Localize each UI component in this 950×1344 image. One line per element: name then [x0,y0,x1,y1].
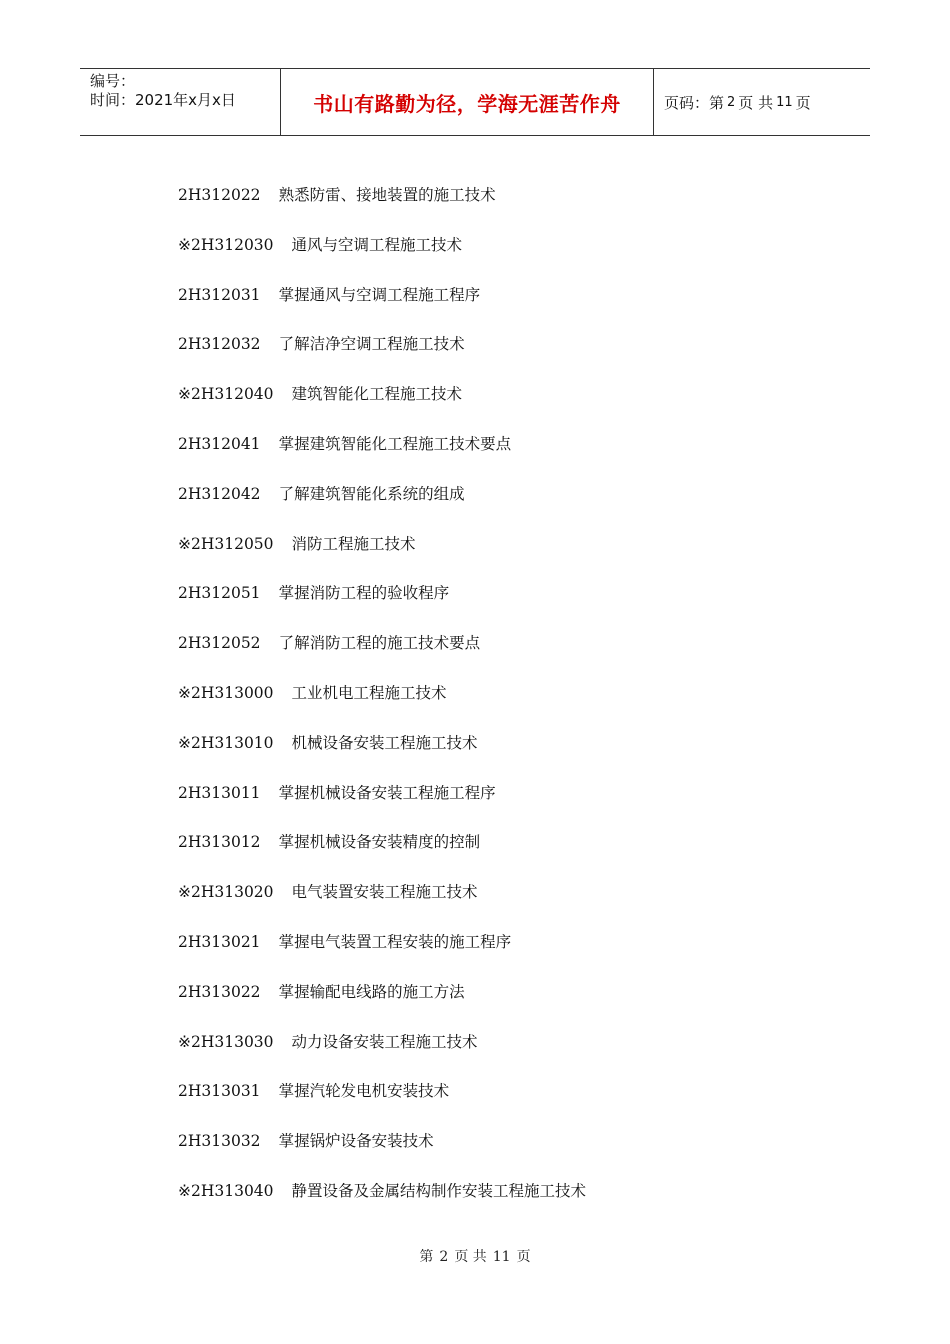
item-title: 了解建筑智能化系统的组成 [278,484,465,503]
item-code: 2H313031 [178,1082,261,1101]
footer-suffix: 页 [516,1249,531,1265]
item-title: 掌握输配电线路的施工方法 [278,982,465,1001]
page-suffix: 页 [795,93,811,112]
list-item [178,582,818,632]
item-title: 通风与空调工程施工技术 [291,235,463,254]
list-item [178,1080,818,1130]
item-title: 了解洁净空调工程施工技术 [278,335,465,354]
list-item [178,881,818,931]
footer-current: 2 [439,1249,449,1265]
item-title: 熟悉防雷、接地装置的施工技术 [278,186,496,204]
item-title: 掌握锅炉设备安装技术 [278,1132,434,1151]
time-label: 时间：2021年x月x日 [90,91,236,109]
footer-prefix: 第 [419,1249,434,1265]
item-title: 机械设备安装工程施工技术 [291,733,478,752]
list-item [178,632,818,682]
item-title: 掌握建筑智能化工程施工技术要点 [278,434,512,453]
list-item [178,383,818,433]
item-code: 2H312032 [178,335,261,354]
item-code: ※2H313020 [178,883,274,902]
list-item [178,931,818,981]
syllabus-list [178,184,818,1230]
item-code: ※2H312040 [178,385,274,404]
page-prefix: 页码：第 [664,93,725,112]
list-item [178,732,818,782]
page-current: 2 [727,94,736,110]
header-meta [80,69,281,135]
item-code: 2H312042 [178,484,261,503]
item-code: 2H313012 [178,833,261,852]
list-item [178,1180,818,1230]
item-title: 掌握汽轮发电机安装技术 [278,1082,450,1101]
item-code: 2H313032 [178,1132,261,1151]
item-code: ※2H313000 [178,683,274,702]
item-code: 2H312041 [178,434,261,453]
page-middle: 页 共 [738,93,774,112]
item-code: 2H313022 [178,982,261,1001]
list-item [178,981,818,1031]
list-item [178,433,818,483]
page-total: 11 [776,94,793,110]
list-item [178,1130,818,1180]
item-title: 掌握消防工程的验收程序 [278,584,450,603]
item-code: 2H312022 [178,186,261,204]
list-item [178,682,818,732]
item-code: 2H312051 [178,584,261,603]
item-title: 掌握机械设备安装精度的控制 [278,833,481,852]
item-code: 2H312052 [178,634,261,653]
item-code: ※2H312030 [178,235,274,254]
item-title: 掌握通风与空调工程施工程序 [278,285,481,304]
item-code: ※2H312050 [178,534,274,553]
number-label: 编号： [90,72,136,90]
footer-total: 11 [492,1249,511,1265]
item-code: ※2H313010 [178,733,274,752]
item-code: 2H313021 [178,932,261,951]
item-title: 消防工程施工技术 [291,534,416,553]
item-title: 建筑智能化工程施工技术 [291,385,463,404]
list-item [178,333,818,383]
list-item [178,234,818,284]
list-item [178,483,818,533]
item-code: 2H313011 [178,783,261,802]
footer-middle: 页 共 [454,1249,487,1265]
item-code: 2H312031 [178,285,261,304]
header-motto: 书山有路勤为径，学海无涯苦作舟 [281,69,654,135]
item-title: 静置设备及金属结构制作安装工程施工技术 [291,1181,587,1200]
item-title: 掌握电气装置工程安装的施工程序 [278,932,512,951]
item-title: 工业机电工程施工技术 [291,683,447,702]
list-item [178,782,818,832]
item-title: 动力设备安装工程施工技术 [291,1032,478,1051]
item-title: 电气装置安装工程施工技术 [291,883,478,902]
item-code: ※2H313040 [178,1181,274,1200]
page-footer [0,1246,950,1266]
list-item [178,1031,818,1081]
page-header [80,68,870,136]
list-item [178,284,818,334]
list-item [178,533,818,583]
list-item [178,184,818,234]
header-page-info [654,69,870,135]
item-title: 了解消防工程的施工技术要点 [278,634,481,653]
item-code: ※2H313030 [178,1032,274,1051]
list-item [178,831,818,881]
item-title: 掌握机械设备安装工程施工程序 [278,783,496,802]
